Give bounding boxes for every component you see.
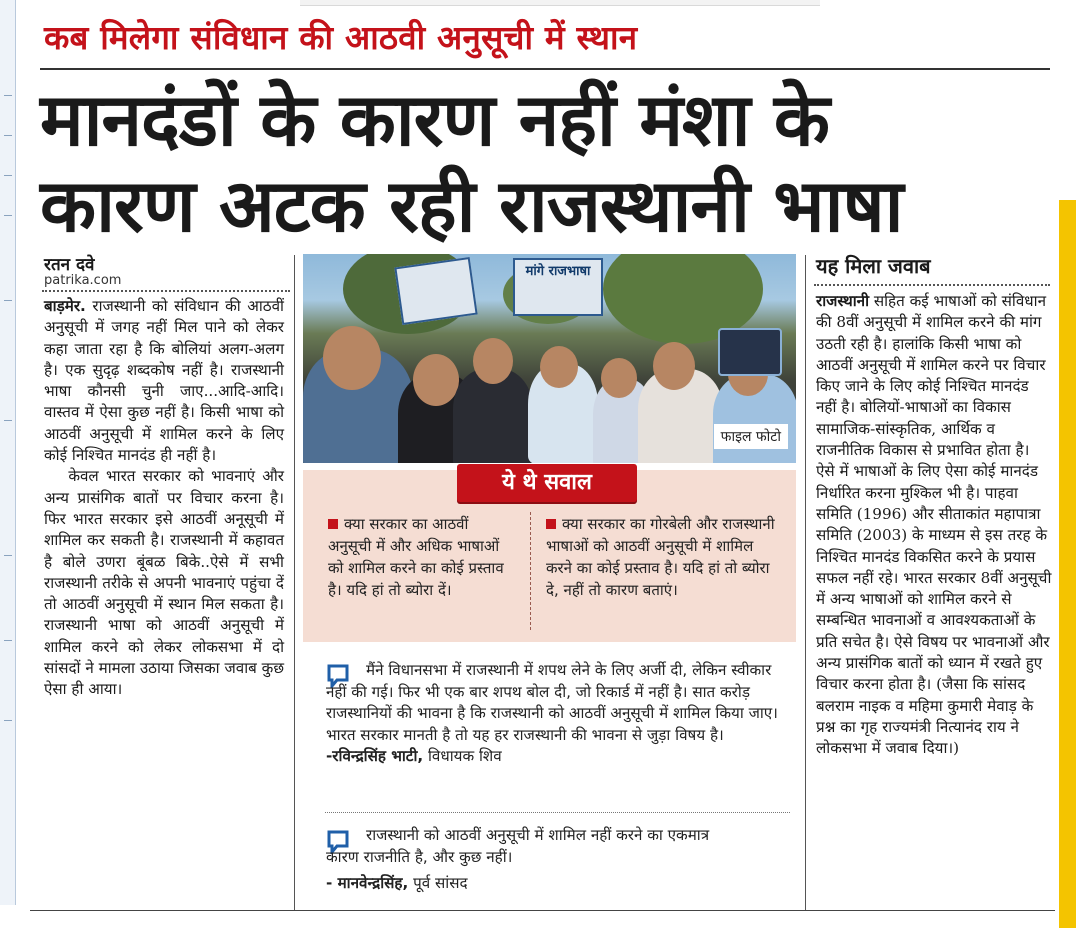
quote-attribution-role: विधायक शिव bbox=[428, 747, 502, 765]
yellow-page-edge bbox=[1059, 200, 1076, 928]
author-byline: रतन दवे bbox=[44, 255, 95, 275]
quote-separator bbox=[325, 812, 790, 813]
quote-attribution-name: -रविन्द्रसिंह भाटी, bbox=[326, 747, 424, 765]
square-bullet-icon bbox=[328, 519, 338, 529]
headline-line-2: कारण अटक रही राजस्थानी भाषा bbox=[40, 164, 903, 249]
sidebar-text: सहित कई भाषाओं को संविधान की 8वीं अनुसूची में शामिल करने की मांग उठती रही है। हालांकि किसी भाषा को आठवीं अनुसूची में शामिल करने पर विचार किए जाने के लिए कोई निश्चित मानदंड नहीं है। बोलियों-भाषाओं का विकास सामाजिक-सांस्कृतिक, आर्थिक व राजनीतिक विकास से प्रभावित होता है। ऐसे में भाषाओं के लिए ऐसा कोई मानदंड निर्धारित करना मुश्किल भी है। पाहवा समिति (1996) और सीताकांत महापात्रा समिति (2003) के माध्यम से इस तरह के निश्चित मानदंड विकसित करने के प्रयास सफल नहीं रहे। भारत सरकार 8वीं अनुसूची में अन्य भाषाओं को शामिल करने से सम्बन्धित भावनाओं व आवश्यकताओं के प्रति सचेत है। ऐसे विषय पर भावनाओं और अन्य प्रासंगिक बातों को ध्यान में रखते हुए विचार करना होता है। (जैसा कि सांसद बलराम नाइक व महिमा कुमारी मेवाड़ के प्रश्न का गृह राज्यमंत्री नित्यानंद राय ने लोकसभा में जवाब दिया।) bbox=[816, 292, 1052, 758]
source-site: patrika.com bbox=[44, 273, 122, 288]
main-headline bbox=[40, 78, 1055, 250]
byline-rule bbox=[42, 290, 290, 292]
phone-screen bbox=[718, 328, 782, 376]
quote-text bbox=[326, 660, 786, 768]
quote-attribution bbox=[326, 873, 746, 895]
quote-text bbox=[326, 825, 746, 868]
sidebar-title-rule bbox=[814, 284, 1050, 286]
questions-banner: ये थे सवाल bbox=[457, 464, 637, 502]
protest-photo bbox=[303, 254, 796, 463]
quote-attribution-name: - मानवेन्द्रसिंह, bbox=[326, 874, 409, 892]
question-item bbox=[328, 513, 516, 601]
bottom-rule bbox=[30, 910, 1055, 911]
article-body-left bbox=[44, 296, 284, 701]
column-rule bbox=[294, 255, 295, 910]
sidebar-title: यह मिला जवाब bbox=[816, 254, 931, 278]
quote-attribution-role: पूर्व सांसद bbox=[413, 874, 468, 892]
questions-divider bbox=[530, 512, 531, 630]
sidebar-paragraph bbox=[816, 291, 1052, 760]
kicker-headline: कब मिलेगा संविधान की आठवी अनुसूची में स्थान bbox=[44, 18, 638, 57]
paragraph-text: राजस्थानी को संविधान की आठवीं अनुसूची में जगह नहीं मिल पाने को लेकर कहा जाता रहा है कि बोलियां अलग-अलग है। एक सुदृढ़ शब्दकोष नहीं है। राजस्थानी भाषा कौनसी चुनी जाए...आदि-आदि। वास्तव में ऐसा कुछ नहीं है। किसी भाषा को आठवीं अनुसूची में शामिल करने के लिए कोई निश्चित मानदंड ही नहीं है। bbox=[44, 297, 284, 465]
top-strip bbox=[300, 0, 820, 6]
article-paragraph: केवल भारत सरकार को भावनाएं और अन्य प्रासंगिक बातों पर विचार करना है। फिर भारत सरकार इसे आठवीं अनूसूची में शामिल कर सकती है। राजस्थानी में कहावत है बोले उणरा बूंबळ बिके..ऐसे में सभी राजस्थानी तरीके से अपनी भावनाएं पहुंचा दें तो आठवीं अनुसूची में स्थान मिल सकता है। राजस्थानी भाषा को आठवीं अनुसूची में शामिल करने को लेकर लोकसभा में दो सांसदों ने मामला उठाया जिसका जवाब कुछ ऐसा ही आया। bbox=[44, 467, 284, 699]
protest-sign bbox=[394, 257, 477, 325]
question-text: क्या सरकार का आठवीं अनुसूची में और अधिक भाषाओं को शामिल करने का कोई प्रस्ताव है। यदि हां तो ब्योरा दें। bbox=[328, 515, 504, 599]
square-bullet-icon bbox=[546, 519, 556, 529]
question-item bbox=[546, 513, 780, 601]
adjacent-page-edge bbox=[0, 0, 16, 905]
dateline: बाड़मेर. bbox=[44, 297, 86, 315]
quote-body: राजस्थानी को आठवीं अनुसूची में शामिल नहीं करने का एकमात्र कारण राजनीति है, और कुछ नहीं। bbox=[326, 826, 710, 866]
column-rule bbox=[805, 255, 806, 910]
question-text: क्या सरकार का गोरबेली और राजस्थानी भाषाओं को आठवीं अनुसूची में शामिल करने का कोई प्रस्ताव है। यदि हां तो ब्योरा दे, नहीं तो कारण बताएं। bbox=[546, 515, 775, 599]
photo-credit: फाइल फोटो bbox=[714, 424, 788, 449]
protest-sign: मांगे राजभाषा bbox=[513, 258, 603, 316]
sidebar-lead: राजस्थानी bbox=[816, 292, 870, 310]
kicker-rule bbox=[40, 68, 1050, 70]
sidebar-body bbox=[816, 291, 1052, 760]
article-paragraph bbox=[44, 296, 284, 466]
headline-line-1: मानदंडों के कारण नहीं मंशा के bbox=[40, 78, 829, 163]
quote-body: मैंने विधानसभा में राजस्थानी में शपथ लेने के लिए अर्जी दी, लेकिन स्वीकार नहीं की गई। फिर भी एक बार शपथ बोल दी, जो रिकार्ड में नहीं है। सात करोड़ राजस्थानियों की भावना है कि राजस्थानी को आठवीं अनुसूची में शामिल किया जाए। भारत सरकार मानती है तो यह हर राजस्थानी की भावना से जुड़ा विषय है। bbox=[326, 661, 778, 744]
